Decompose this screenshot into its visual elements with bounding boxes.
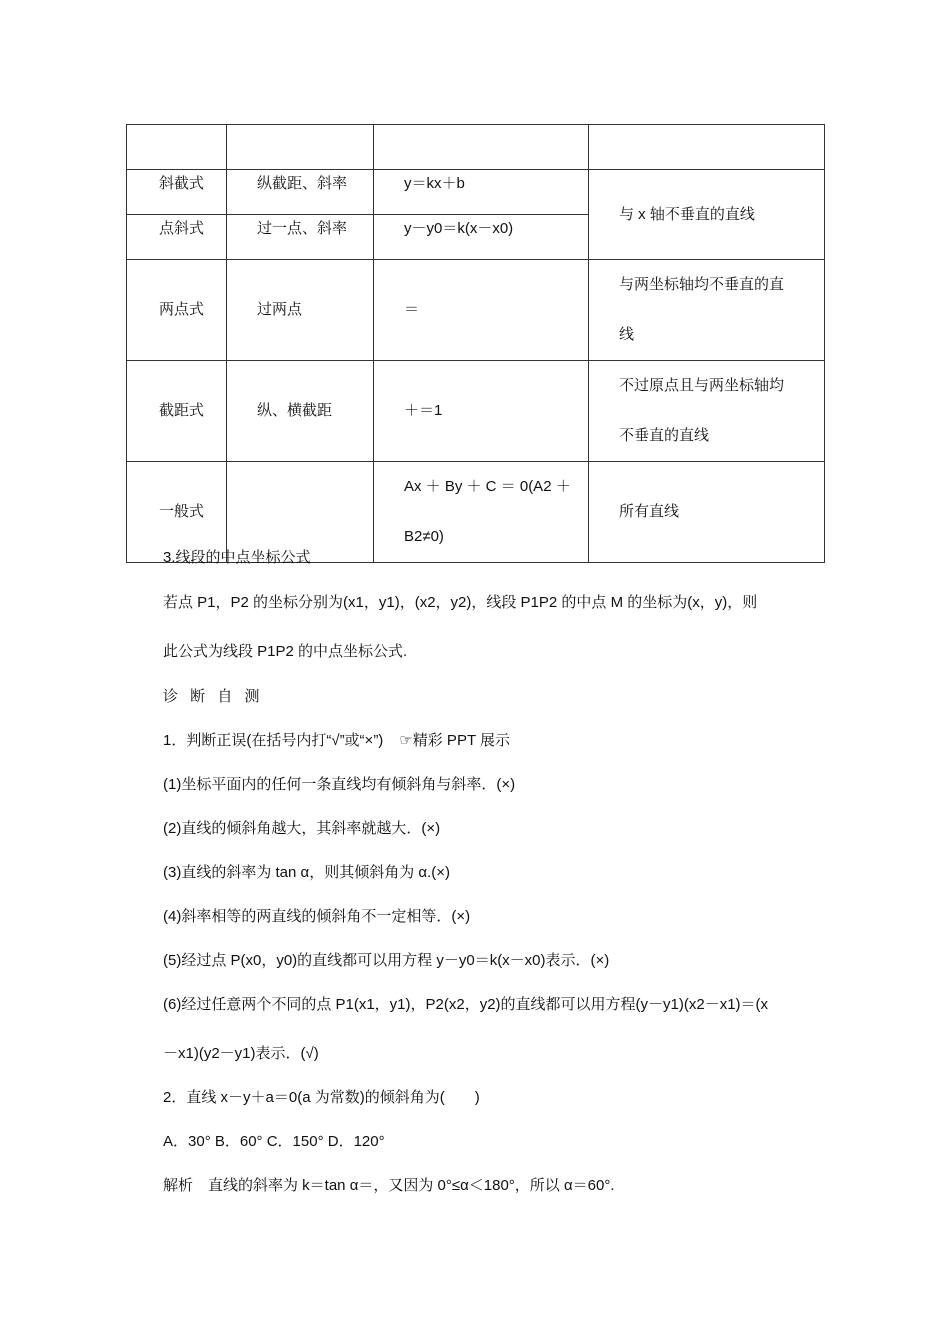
list-item-continuation: －x1)(y2－y1)表示．(√): [163, 1045, 319, 1062]
form-name-cell: 两点式: [127, 260, 227, 361]
form-condition-cell: 纵、横截距: [227, 361, 374, 462]
form-name-cell: 截距式: [127, 361, 227, 462]
form-condition-cell: 过一点、斜率: [227, 215, 374, 260]
form-condition-cell: 过两点: [227, 260, 374, 361]
hand-pointer-icon: ☞: [399, 731, 413, 749]
header-cell: [589, 125, 825, 170]
form-equation-cell: ＝: [374, 260, 589, 361]
form-equation-cell: ＋＝1: [374, 361, 589, 462]
ppt-link[interactable]: 精彩 PPT 展示: [412, 732, 511, 749]
analysis-text: 解析 直线的斜率为 k＝tan α＝，又因为 0°≤α＜180°，所以 α＝60°.: [163, 1177, 615, 1194]
paragraph: 若点 P1，P2 的坐标分别为(x1，y1)，(x2，y2)，线段 P1P2 的中点 M 的坐标为(x，y)，则: [163, 594, 758, 611]
form-equation-cell: y＝kx＋b: [374, 170, 589, 215]
scope-line: 不垂直的直线: [619, 427, 710, 444]
form-scope-cell: [589, 260, 825, 361]
form-condition-cell: 纵截距、斜率: [227, 170, 374, 215]
form-name-cell: 斜截式: [127, 170, 227, 215]
question-title: [163, 729, 510, 750]
header-cell: [127, 125, 227, 170]
scope-line: 不过原点且与两坐标轴均: [619, 377, 785, 394]
table-header-row: [127, 125, 825, 170]
form-scope-cell: [589, 361, 825, 462]
equation-line: B2≠0): [404, 528, 444, 545]
list-item: (1)坐标平面内的任何一条直线均有倾斜角与斜率．(×): [163, 776, 516, 793]
scope-line: 线: [619, 326, 635, 343]
answer-options: A．30° B．60° C．150° D．120°: [163, 1133, 385, 1150]
section-heading: 诊 断 自 测: [163, 688, 264, 705]
paragraph: 此公式为线段 P1P2 的中点坐标公式.: [163, 643, 408, 660]
section-heading: 3.线段的中点坐标公式: [163, 549, 311, 566]
form-scope-cell: 与 x 轴不垂直的直线: [589, 170, 825, 260]
question-text: 1．判断正误(在括号内打“√”或“×”): [163, 732, 384, 749]
form-name-cell: 一般式: [127, 462, 227, 563]
line-equation-forms-table: [126, 124, 825, 563]
header-cell: [374, 125, 589, 170]
equation-line: Ax ＋ By ＋ C ＝ 0(A2 ＋: [404, 478, 571, 495]
form-name-cell: 点斜式: [127, 215, 227, 260]
list-item: (6)经过任意两个不同的点 P1(x1，y1)，P2(x2，y2)的直线都可以用方程(y－y1)(x2－x1)＝(x: [163, 996, 769, 1013]
form-equation-cell: y－y0＝k(x－x0): [374, 215, 589, 260]
form-equation-cell: [374, 462, 589, 563]
list-item: (5)经过点 P(x0，y0)的直线都可以用方程 y－y0＝k(x－x0)表示．(×): [163, 952, 610, 969]
question-title: 2．直线 x－y＋a＝0(a 为常数)的倾斜角为( ): [163, 1089, 480, 1106]
list-item: (4)斜率相等的两直线的倾斜角不一定相等．(×): [163, 908, 471, 925]
header-cell: [227, 125, 374, 170]
table-row: [127, 170, 825, 215]
list-item: (3)直线的斜率为 tan α，则其倾斜角为 α.(×): [163, 864, 450, 881]
list-item: (2)直线的倾斜角越大，其斜率就越大．(×): [163, 820, 441, 837]
table-row: [127, 260, 825, 361]
scope-line: 与两坐标轴均不垂直的直: [619, 276, 785, 293]
table-row: [127, 361, 825, 462]
form-scope-cell: 所有直线: [589, 462, 825, 563]
